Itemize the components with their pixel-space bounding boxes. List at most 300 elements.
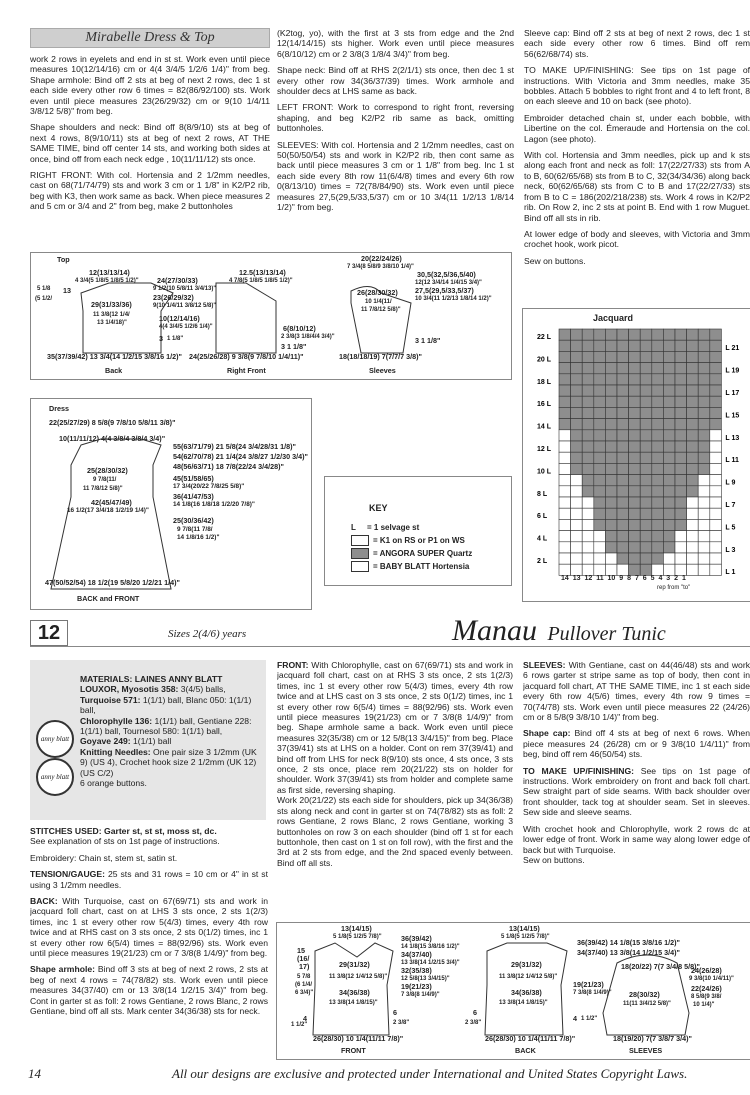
paragraph: SLEEVES: With Gentiane, cast on 44(46/48) sts and work 6 rows garter st stripe same as top of body, then cont in jacquard foll chart, AT THE SAME TIME, inc 1 st each side every 6th row 4(5/6) times, every 4th row 9 times = 70(74/78) sts. Work even until piece measures 22 (24/26) cm or 8 5/8(9 3/8/10 1/4)" from beg.: [523, 660, 750, 723]
dim-label: 13 1/4/18)": [97, 320, 127, 326]
jacquard-cell-filled: [605, 542, 617, 553]
dim-label: 19(21/23): [573, 980, 604, 989]
jacquard-cell-filled: [698, 441, 710, 452]
dim-label: 10 1/4(11/: [365, 299, 392, 305]
jacquard-cell-filled: [675, 385, 687, 396]
jacquard-cell-filled: [582, 396, 594, 407]
jacquard-cell-filled: [571, 374, 583, 385]
jacquard-cell: [687, 553, 699, 564]
dim-label: 5 1/8: [37, 286, 51, 292]
logo-2: [36, 758, 74, 796]
jacquard-cell-filled: [594, 463, 606, 474]
dim-label: 36(41/47/53): [173, 492, 214, 501]
jacquard-cell-filled: [675, 441, 687, 452]
jacquard-cell-filled: [617, 553, 629, 564]
jacquard-cell: [710, 531, 722, 542]
dim-label: 10 3/4(11 1/2/13 1/8/14 1/2)": [415, 296, 492, 302]
jacquard-cell-filled: [594, 419, 606, 430]
jacquard-cell-filled: [640, 385, 652, 396]
back-label: Back: [105, 366, 123, 375]
jacquard-cell-filled: [605, 475, 617, 486]
material-line: Knitting Needles: One pair size 3 1/2mm (UK 9) (US 4), Crochet hook size 2 1/2mm (UK 12) (US C/2): [80, 746, 257, 778]
jacquard-cell-filled: [605, 519, 617, 530]
jacquard-cell-filled: [617, 508, 629, 519]
jacquard-cell-filled: [640, 351, 652, 362]
dim-label: 28(30/32): [629, 990, 660, 999]
row-number: L 11: [725, 457, 739, 465]
row-number: L 17: [725, 390, 740, 397]
jacquard-cell: [698, 497, 710, 508]
dim-label: 4: [303, 1014, 307, 1023]
paragraph: With crochet hook and Chlorophylle, work 2 rows dc at lower edge of front. Work in same way along lower edge of back but with Turquoise.: [523, 823, 750, 855]
mirabelle-title: Mirabelle Dress & Top: [85, 30, 215, 45]
jacquard-cell-filled: [617, 486, 629, 497]
jacquard-cell: [582, 508, 594, 519]
jacquard-cell-filled: [629, 564, 641, 575]
page-number: 14: [28, 1066, 41, 1081]
jacquard-cell-filled: [698, 430, 710, 441]
dim-label: 4(4 3/4/5 1/2/6 1/4)": [159, 324, 213, 330]
jacquard-cell-filled: [559, 329, 571, 340]
dim-label: (16/: [297, 954, 310, 963]
manau-col2: [277, 660, 513, 916]
jacquard-cell-filled: [559, 385, 571, 396]
dim-label: 13 3/8(14 1/8/15)": [499, 1000, 548, 1006]
dim-label: 18(19/20) 7(7 3/8/7 3/4)": [613, 1034, 692, 1043]
jacquard-cell: [559, 486, 571, 497]
jacquard-cell-filled: [594, 407, 606, 418]
jacquard-cell-filled: [629, 385, 641, 396]
selvage-symbol: L: [351, 523, 356, 532]
paragraph: (K2tog, yo), with the first at 3 sts from edge and the 2nd 12(14/14/15) sts higher. Work even until piece measures 6(8/10/12) cm or 2 3/8(3 1/8/4 3/4)" from beg.: [277, 28, 514, 59]
jacquard-cell-filled: [687, 329, 699, 340]
dress-schematic: [30, 398, 312, 610]
row-number: 22 L: [537, 334, 552, 341]
jacquard-cell-filled: [640, 486, 652, 497]
jacquard-cell-filled: [640, 430, 652, 441]
dim-label: 2 3/8": [465, 1020, 482, 1026]
jacquard-cell-filled: [698, 363, 710, 374]
jacquard-cell-filled: [675, 329, 687, 340]
jacquard-cell-filled: [663, 374, 675, 385]
back-label: BACK: [515, 1046, 536, 1055]
jacquard-cell-filled: [698, 374, 710, 385]
dim-label: 19(21/23): [401, 982, 432, 991]
jacquard-cell: [687, 531, 699, 542]
jacquard-cell-filled: [663, 396, 675, 407]
paragraph: BACK: With Turquoise, cast on 67(69/71) sts and work in jacquard foll chart, cast on at LHS 3 sts once, 2 sts 1(2/3) times, inc 1 st every other row 5(4/3) times, every 4th row twice and at RHS cast on 3 sts once, 2 sts 0(1/2) times, inc 1 st every other row 6(5/4) times = 88(92/96) sts. Work even until piece measures 19(21/23) cm or 7 3/8(8 1/4/9)" from beg.: [30, 896, 268, 959]
jacquard-cell: [698, 519, 710, 530]
jacquard-cell-filled: [629, 374, 641, 385]
jacquard-cell: [594, 564, 606, 575]
jacquard-cell-filled: [652, 531, 664, 542]
paragraph: STITCHES USED: Garter st, st st, moss st, dc. See explanation of sts on 1st page of instructions.: [30, 826, 220, 847]
jacquard-cell: [663, 553, 675, 564]
jacquard-cell-filled: [629, 351, 641, 362]
jacquard-cell-filled: [594, 519, 606, 530]
jacquard-cell-filled: [675, 519, 687, 530]
jacquard-cell-filled: [710, 407, 722, 418]
material-line: 6 orange buttons.: [80, 778, 147, 789]
paragraph: With col. Hortensia and 3mm needles, pick up and k sts along each front and neck as foll: 17(22/27/33) sts from A to B, 60(62/65/68) sts from B to C, 32(34/34/36) along back neck, 60(62/65/68) sts from C to B and 17(22/27/33) sts from B to C = 186(202/218/238) sts. Work 4 rows in K2/P2 rib. On Row 2, inc 2 sts at point B. End with 1 row Muguet. Bind off all sts in rib.: [524, 150, 750, 223]
jacquard-cell-filled: [605, 374, 617, 385]
jacquard-cell-filled: [617, 351, 629, 362]
jacquard-cell: [675, 553, 687, 564]
jacquard-cell-filled: [571, 407, 583, 418]
dim-label: 11 3/8(12 1/4/12 5/8)": [499, 974, 558, 980]
jacquard-cell-filled: [675, 508, 687, 519]
dim-label: 45(51/58/65): [173, 474, 214, 483]
jacquard-cell-filled: [640, 374, 652, 385]
jacquard-cell-filled: [571, 340, 583, 351]
jacquard-cell-filled: [605, 407, 617, 418]
quartz-swatch: [351, 548, 369, 559]
dim-label: 6(8/10/12): [283, 324, 316, 333]
manau-col3: [523, 660, 750, 916]
jacquard-cell-filled: [605, 385, 617, 396]
dim-label: 26(28/30) 10 1/4(11/11 7/8)": [485, 1034, 576, 1043]
jacquard-cell-filled: [559, 363, 571, 374]
dim-label: 8 5/8(9 3/8/: [691, 994, 722, 1000]
dim-label: 5 1/8(5 1/2/5 7/8)": [333, 934, 382, 940]
material-line: LOUXOR, Myosotis 358: 3(4/5) balls,: [80, 684, 226, 695]
jacquard-cell-filled: [605, 463, 617, 474]
dim-label: (6 1/4/: [295, 982, 313, 988]
jacquard-cell-filled: [582, 419, 594, 430]
jacquard-cell-filled: [640, 452, 652, 463]
key-row: [351, 547, 472, 560]
paragraph: TO MAKE UP/FINISHING: See tips on 1st page of instructions. Work embroidery on front and back foll chart. Sew straight part of side seams. With back shoulder over front shoulder, tack tog at shoulder seam. Set in sleeves. Sew side and sleeve seams.: [523, 765, 750, 818]
jacquard-cell-filled: [640, 441, 652, 452]
jacquard-cell-filled: [617, 396, 629, 407]
jacquard-cell-filled: [629, 396, 641, 407]
jacquard-cell-filled: [629, 475, 641, 486]
jacquard-cell: [594, 542, 606, 553]
dim-label: 36(39/42): [401, 934, 432, 943]
jacquard-cell-filled: [710, 385, 722, 396]
jacquard-cell-filled: [605, 508, 617, 519]
dim-label: 23(26/29/32): [153, 293, 194, 302]
jacquard-cell-filled: [571, 430, 583, 441]
jacquard-cell: [675, 542, 687, 553]
jacquard-cell-filled: [594, 441, 606, 452]
mirabelle-col1: [30, 54, 270, 244]
pattern-number: 12: [37, 621, 61, 644]
jacquard-cell-filled: [629, 463, 641, 474]
jacquard-cell: [571, 531, 583, 542]
jacquard-cell-filled: [698, 419, 710, 430]
jacquard-cell-filled: [582, 475, 594, 486]
dim-label: 4 7/8(5 1/8/5 1/8/5 1/2)": [229, 278, 293, 284]
jacquard-cell-filled: [582, 486, 594, 497]
jacquard-title: Jacquard: [593, 313, 634, 323]
jacquard-cell-filled: [559, 351, 571, 362]
paragraph: Shape neck: Bind off at RHS 2(2/1/1) sts once, then dec 1 st every other row 34(36/37/39) times. Work armhole and shoulder decs at LHS same as back.: [277, 65, 514, 97]
jacquard-cell-filled: [594, 396, 606, 407]
jacquard-cell: [605, 564, 617, 575]
jacquard-cell-filled: [605, 329, 617, 340]
jacquard-cell-filled: [640, 340, 652, 351]
dim-label: (5 1/2/: [35, 296, 53, 302]
jacquard-cell-filled: [675, 452, 687, 463]
jacquard-cell-filled: [698, 329, 710, 340]
jacquard-cell-filled: [629, 531, 641, 542]
jacquard-cell-filled: [594, 340, 606, 351]
jacquard-cell-filled: [687, 407, 699, 418]
jacquard-cell: [710, 475, 722, 486]
jacquard-cell-filled: [640, 542, 652, 553]
dim-label: 9(10 1/4/11 3/8/12 5/8)": [153, 303, 217, 309]
paragraph: Embroider detached chain st, under each bobble, with Libertine on the col. Émeraude and Hortensia on the col. Lagon (see photo).: [524, 112, 750, 144]
jacquard-cell-filled: [687, 385, 699, 396]
dim-label: 14 1/8(15 3/8/16 1/2)": [401, 944, 460, 950]
front-label: FRONT: [341, 1046, 366, 1055]
jacquard-cell: [559, 441, 571, 452]
dim-label: 9 3/8(10 1/4/11)": [689, 976, 734, 982]
dim-label: 6: [473, 1008, 477, 1017]
row-number: L 9: [725, 479, 736, 487]
jacquard-cell-filled: [687, 452, 699, 463]
dim-label: 17 3/4(20/22 7/8/25 5/8)": [173, 483, 245, 490]
jacquard-cell: [687, 564, 699, 575]
dim-label: 11 3/8(12 1/4/12 5/8)": [329, 974, 388, 980]
manau-schematic: [276, 922, 750, 1060]
dim-label: 24(27/30/33): [157, 276, 198, 285]
jacquard-cell: [710, 508, 722, 519]
jacquard-cell-filled: [617, 363, 629, 374]
manau-title-big: Manau: [452, 614, 537, 647]
jacquard-cell: [582, 519, 594, 530]
jacquard-cell-filled: [582, 385, 594, 396]
dim-label: 7 3/4(8 5/8/9 3/8/10 1/4)": [347, 264, 414, 270]
jacquard-cell: [571, 486, 583, 497]
jacquard-cell-filled: [582, 329, 594, 340]
jacquard-cell: [559, 564, 571, 575]
jacquard-cell-filled: [605, 486, 617, 497]
jacquard-cell: [687, 519, 699, 530]
sizes-label: Sizes 2(4/6) years: [168, 628, 247, 640]
dim-label: 25(30/36/42): [173, 516, 214, 525]
jacquard-cell-filled: [629, 508, 641, 519]
jacquard-cell-filled: [663, 329, 675, 340]
jacquard-cell-filled: [663, 452, 675, 463]
jacquard-cell-filled: [605, 419, 617, 430]
jacquard-cell-filled: [617, 531, 629, 542]
jacquard-cell-filled: [640, 508, 652, 519]
jacquard-cell: [710, 463, 722, 474]
sleeves-label: Sleeves: [369, 366, 396, 375]
jacquard-cell-filled: [559, 419, 571, 430]
jacquard-cell-filled: [640, 564, 652, 575]
mirabelle-col2: [277, 28, 514, 246]
jacquard-cell-filled: [687, 419, 699, 430]
paragraph: Sleeve cap: Bind off 2 sts at beg of next 2 rows, dec 1 st each side every other row 6 times. Bind off rem 56(62/68/74) sts.: [524, 28, 750, 59]
dim-label: 15: [297, 946, 305, 955]
key-row: [351, 521, 472, 534]
manau-title: [452, 614, 666, 648]
dim-label: 3 1 1/8": [281, 342, 307, 351]
material-line: Chlorophylle 136: 1(1/1) ball, Gentiane 228: 1(1/1) ball, Tournesol 580: 1(1/1) ball,: [80, 715, 252, 737]
dim-label: 11 7/8/12 5/8)": [83, 486, 123, 492]
row-number: L 1: [725, 569, 736, 577]
dim-label: 3 1 1/8": [415, 336, 441, 345]
row-number: 14 L: [537, 423, 552, 431]
jacquard-cell-filled: [663, 497, 675, 508]
jacquard-cell-filled: [605, 452, 617, 463]
jacquard-cell-filled: [617, 441, 629, 452]
manau-title-small: Pullover Tunic: [547, 623, 666, 645]
jacquard-cell-filled: [582, 340, 594, 351]
row-number: 16 L: [537, 401, 552, 409]
jacquard-cell: [594, 553, 606, 564]
paragraph: SLEEVES: With col. Hortensia and 2 1/2mm needles, cast on 50(50/50/54) sts and work in K2/P2 rib, then cont same as back until piece measures 3 cm or 1 1/8" from beg. Inc 1 st each side every 8th row 11(6/4/8) times and every 6th row 0(8/13/10) times = 72(78/84/90) sts. Work even until piece measures 27,5(29,5/33,5/37) cm or 10 3/4(11 1/2/13 1/8/14 1/2)" from beg.: [277, 139, 514, 213]
jacquard-cell-filled: [582, 441, 594, 452]
dim-label: 18(20/22) 7(7 3/4/8 5/8)": [621, 962, 700, 971]
jacquard-cell-filled: [629, 519, 641, 530]
dim-label: 12 5/8(13 3/4/15)": [401, 976, 450, 982]
dim-label: 9 7/8(11 7/8/: [177, 526, 213, 533]
jacquard-cell-filled: [571, 452, 583, 463]
row-number: L 19: [725, 367, 740, 375]
jacquard-cell-filled: [629, 452, 641, 463]
manau-col1: [30, 826, 268, 1054]
jacquard-cell-filled: [582, 407, 594, 418]
jacquard-cell-filled: [559, 407, 571, 418]
jacquard-cell-filled: [594, 475, 606, 486]
jacquard-cell-filled: [594, 351, 606, 362]
jacquard-cell-filled: [687, 441, 699, 452]
materials-text: [80, 674, 262, 788]
paragraph: RIGHT FRONT: With col. Hortensia and 2 1/2mm needles, cast on 68(71/74/79) sts and work 3 cm or 1 1/8" in K2/P2 rib, beg with K3, then work same as back. When piece measures 2 and 5 cm or 3/4 and 2" from beg, make 2 buttonholes: [30, 170, 270, 212]
jacquard-cell-filled: [629, 329, 641, 340]
dim-label: 11 7/8/12 5/8)": [361, 307, 401, 313]
jacquard-cell-filled: [571, 463, 583, 474]
jacquard-cell: [582, 542, 594, 553]
mirabelle-title-bar: [30, 28, 270, 48]
jacquard-cell-filled: [675, 407, 687, 418]
jacquard-rep: rep from "to": [657, 585, 691, 591]
jacquard-cell-filled: [652, 441, 664, 452]
dim-label: 26(28/30/32): [357, 288, 398, 297]
paragraph: Sew on buttons.: [524, 255, 586, 266]
jacquard-cell: [698, 486, 710, 497]
jacquard-cell-filled: [640, 497, 652, 508]
jacquard-cell: [698, 564, 710, 575]
jacquard-cell-filled: [582, 363, 594, 374]
dim-label: 2 3/8": [393, 1020, 410, 1026]
jacquard-cell-filled: [663, 463, 675, 474]
jacquard-cell-filled: [605, 497, 617, 508]
row-number: 20 L: [537, 356, 552, 364]
paragraph: Sew on buttons.: [523, 854, 585, 865]
dim-label: 29(31/32): [511, 960, 542, 969]
jacquard-cell: [582, 553, 594, 564]
material-line: Goyave 249: 1(1/1) ball: [80, 736, 172, 747]
row-number: 18 L: [537, 378, 552, 386]
dim-label: 55(63/71/79) 21 5/8(24 3/4/28/31 1/8)": [173, 442, 296, 451]
jacquard-cell-filled: [640, 519, 652, 530]
dim-label: 47(50/52/54) 18 1/2(19 5/8/20 1/2/21 1/4)": [45, 578, 180, 587]
jacquard-cell-filled: [652, 419, 664, 430]
dim-label: 29(31/32): [339, 960, 370, 969]
jacquard-cell-filled: [571, 351, 583, 362]
dim-label: 10(11/11/12) 4(4 3/8/4 3/8/4 3/4)": [59, 434, 166, 443]
row-number: L 5: [725, 524, 736, 532]
jacquard-cell-filled: [652, 553, 664, 564]
jacquard-cell-filled: [698, 351, 710, 362]
jacquard-cell-filled: [605, 441, 617, 452]
jacquard-cell: [559, 542, 571, 553]
jacquard-cell: [571, 497, 583, 508]
row-number: L 13: [725, 434, 740, 442]
jacquard-bottom-numbers: 14 13 12 11 10 9 8 7 6 5 4 3 2 1: [561, 575, 686, 582]
jacquard-cell-filled: [629, 497, 641, 508]
dim-label: 32(35/38): [401, 966, 432, 975]
copyright-footer: All our designs are exclusive and protected under International and United States Copyright Laws.: [172, 1066, 688, 1081]
dim-label: 20(22/24/26): [361, 254, 402, 263]
jacquard-cell-filled: [698, 463, 710, 474]
sleeves-label: SLEEVES: [629, 1046, 663, 1055]
jacquard-cell: [559, 531, 571, 542]
jacquard-cell-filled: [687, 374, 699, 385]
jacquard-cell: [698, 508, 710, 519]
logo-text: anny blatt: [40, 735, 70, 743]
dim-label: 54(62/70/78) 21 1/4(24 3/8/27 1/2/30 3/4)": [173, 452, 308, 461]
dim-label: 26(28/30) 10 1/4(11/11 7/8)": [313, 1034, 404, 1043]
jacquard-cell: [571, 553, 583, 564]
jacquard-cell-filled: [652, 452, 664, 463]
jacquard-cell-filled: [629, 419, 641, 430]
jacquard-cell: [617, 564, 629, 575]
paragraph: Shape shoulders and neck: Bind off 8(8/9/10) sts at beg of next 4 rows, 8(9/10/11) sts at beg of next 2 rows, AT THE SAME TIME, bind off center 14 sts, and working both sides at once, bind off from each neck edge , 10(11/11/12) sts once.: [30, 122, 270, 164]
top-label: Top: [57, 255, 70, 264]
jacquard-cell: [663, 564, 675, 575]
jacquard-grid: [523, 309, 750, 601]
jacquard-cell-filled: [617, 519, 629, 530]
jacquard-cell-filled: [629, 363, 641, 374]
paragraph: Work 20(21/22) sts each side for shoulders, pick up 34(36/38) sts along neck and cont in garter st on 74(78/82) sts as foll: 2 rows Gentiane, 2 rows Blanc, 2 rows Gentiane, working 3 buttonholes on row 3 on each shoulder (bind off 1 st for each buttonhole, then cast on 1 st on foll row), with the first and the 3rd at 2 sts from edge, and the 2nd spaced evenly between. Bind off all sts.: [277, 795, 513, 868]
dim-label: 36(39/42) 14 1/8(15 3/8/16 1/2)": [577, 938, 680, 947]
dim-label: 1 1/8": [167, 336, 184, 342]
paragraph: LEFT FRONT: Work to correspond to right front, reversing shaping, and beg K2/P2 rib same as back, omitting buttonholes.: [277, 102, 514, 134]
jacquard-cell-filled: [698, 407, 710, 418]
dim-label: 35(37/39/42) 13 3/4(14 1/2/15 3/8/16 1/2)": [47, 352, 182, 361]
jacquard-cell-filled: [652, 396, 664, 407]
jacquard-chart: [522, 308, 750, 602]
jacquard-cell-filled: [629, 486, 641, 497]
jacquard-cell-filled: [652, 475, 664, 486]
jacquard-cell: [582, 564, 594, 575]
jacquard-cell: [698, 531, 710, 542]
jacquard-cell-filled: [675, 351, 687, 362]
dim-label: 24(26/28): [691, 966, 722, 975]
jacquard-cell-filled: [605, 396, 617, 407]
jacquard-cell-filled: [617, 452, 629, 463]
jacquard-cell-filled: [652, 463, 664, 474]
jacquard-cell-filled: [629, 407, 641, 418]
jacquard-cell-filled: [675, 486, 687, 497]
row-number: L 3: [725, 546, 736, 554]
jacquard-cell-filled: [640, 463, 652, 474]
key-row: [351, 534, 472, 547]
jacquard-cell-filled: [652, 407, 664, 418]
jacquard-cell-filled: [652, 385, 664, 396]
dim-label: 14 1/8(16 1/8/18 1/2/20 7/8)": [173, 501, 255, 508]
jacquard-cell-filled: [675, 430, 687, 441]
jacquard-cell: [698, 553, 710, 564]
jacquard-cell-filled: [675, 475, 687, 486]
jacquard-cell-filled: [571, 363, 583, 374]
